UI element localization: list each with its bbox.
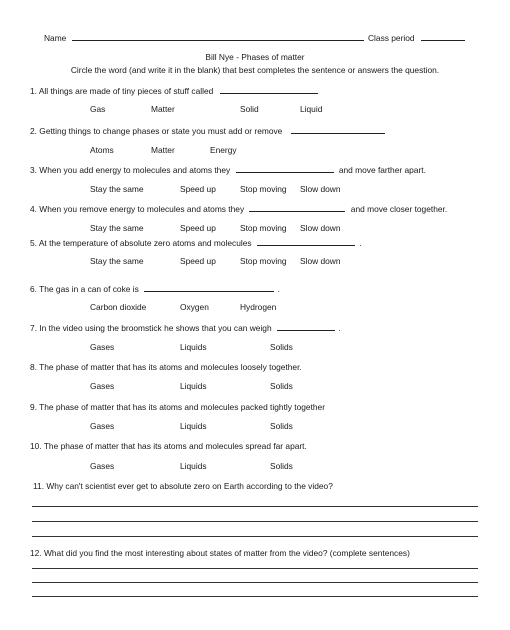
question-6: [30, 283, 280, 294]
question-10: [30, 441, 307, 451]
answer-blank[interactable]: [144, 283, 274, 292]
class-period-label: Class period: [368, 33, 415, 43]
answer-line[interactable]: [32, 596, 478, 597]
answer-line[interactable]: [32, 568, 478, 569]
choice[interactable]: Solid: [240, 104, 259, 114]
choice[interactable]: Solids: [270, 381, 293, 391]
choice[interactable]: Liquids: [180, 421, 207, 431]
choice[interactable]: Gases: [90, 461, 115, 471]
choice[interactable]: Speed up: [180, 184, 216, 194]
page-title: Bill Nye - Phases of matter: [205, 52, 305, 62]
name-row: [44, 32, 465, 43]
choice[interactable]: Oxygen: [180, 302, 209, 312]
choice[interactable]: Solids: [270, 461, 293, 471]
answer-blank[interactable]: [220, 85, 318, 94]
choice[interactable]: Slow down: [300, 223, 341, 233]
choice[interactable]: Energy: [210, 145, 237, 155]
choice[interactable]: Carbon dioxide: [90, 302, 147, 312]
question-text-after: .: [277, 284, 280, 294]
answer-line[interactable]: [32, 506, 478, 507]
question-text: 2. Getting things to change phases or state you must add or remove: [30, 126, 283, 136]
choice[interactable]: Atoms: [90, 145, 114, 155]
question-text-after: and move closer together.: [350, 204, 448, 214]
answer-line[interactable]: [32, 521, 478, 522]
question-text-after: .: [338, 323, 341, 333]
question-text: 8. The phase of matter that has its atoms and molecules loosely together.: [30, 362, 302, 372]
choice[interactable]: Stop moving: [240, 184, 287, 194]
question-9: [30, 402, 325, 412]
choice[interactable]: Speed up: [180, 223, 216, 233]
answer-line[interactable]: [32, 536, 478, 537]
question-text: 1. All things are made of tiny pieces of stuff called: [30, 86, 214, 96]
choice[interactable]: Matter: [151, 145, 175, 155]
choice[interactable]: Matter: [151, 104, 175, 114]
answer-blank[interactable]: [236, 164, 334, 173]
question-5: [30, 237, 362, 248]
instructions: Circle the word (and write it in the blank) that best completes the sentence or answers the question.: [70, 65, 440, 75]
name-field[interactable]: [72, 32, 364, 41]
choice[interactable]: Hydrogen: [240, 302, 277, 312]
name-label: Name: [44, 33, 67, 43]
answer-line[interactable]: [32, 582, 478, 583]
choice[interactable]: Stop moving: [240, 256, 287, 266]
question-3: [30, 164, 426, 175]
choice[interactable]: Liquids: [180, 342, 207, 352]
question-text: 5. At the temperature of absolute zero atoms and molecules: [30, 238, 252, 248]
question-text: 7. In the video using the broomstick he shows that you can weigh: [30, 323, 272, 333]
choice[interactable]: Gas: [90, 104, 106, 114]
choice[interactable]: Stay the same: [90, 256, 144, 266]
choice[interactable]: Gases: [90, 421, 115, 431]
question-text: 6. The gas in a can of coke is: [30, 284, 139, 294]
question-text: 3. When you add energy to molecules and atoms they: [30, 165, 231, 175]
question-4: [30, 203, 447, 214]
choice[interactable]: Solids: [270, 421, 293, 431]
answer-blank[interactable]: [291, 125, 385, 134]
class-period-field[interactable]: [421, 32, 465, 41]
choice[interactable]: Stop moving: [240, 223, 287, 233]
choice[interactable]: Stay the same: [90, 223, 144, 233]
question-text-after: and move farther apart.: [338, 165, 426, 175]
question-text: 10. The phase of matter that has its atoms and molecules spread far apart.: [30, 441, 307, 451]
choice[interactable]: Liquid: [300, 104, 323, 114]
question-text-after: .: [359, 238, 362, 248]
answer-blank[interactable]: [257, 237, 355, 246]
choice[interactable]: Stay the same: [90, 184, 144, 194]
question-text: 9. The phase of matter that has its atoms and molecules packed tightly together: [30, 402, 325, 412]
question-text: 4. When you remove energy to molecules and atoms they: [30, 204, 245, 214]
choice[interactable]: Gases: [90, 342, 115, 352]
question-8: [30, 362, 302, 372]
choice[interactable]: Solids: [270, 342, 293, 352]
choice[interactable]: Slow down: [300, 256, 341, 266]
answer-blank[interactable]: [249, 203, 345, 212]
answer-blank[interactable]: [277, 322, 335, 331]
choice[interactable]: Liquids: [180, 461, 207, 471]
question-11: 11. Why can't scientist ever get to absolute zero on Earth according to the video?: [33, 481, 333, 491]
choice[interactable]: Speed up: [180, 256, 216, 266]
question-1: [30, 85, 318, 96]
choice[interactable]: Gases: [90, 381, 115, 391]
choice[interactable]: Liquids: [180, 381, 207, 391]
question-12: 12. What did you find the most interesting about states of matter from the video? (complete sentences): [30, 548, 410, 558]
question-2: [30, 125, 385, 136]
choice[interactable]: Slow down: [300, 184, 341, 194]
question-7: [30, 322, 341, 333]
